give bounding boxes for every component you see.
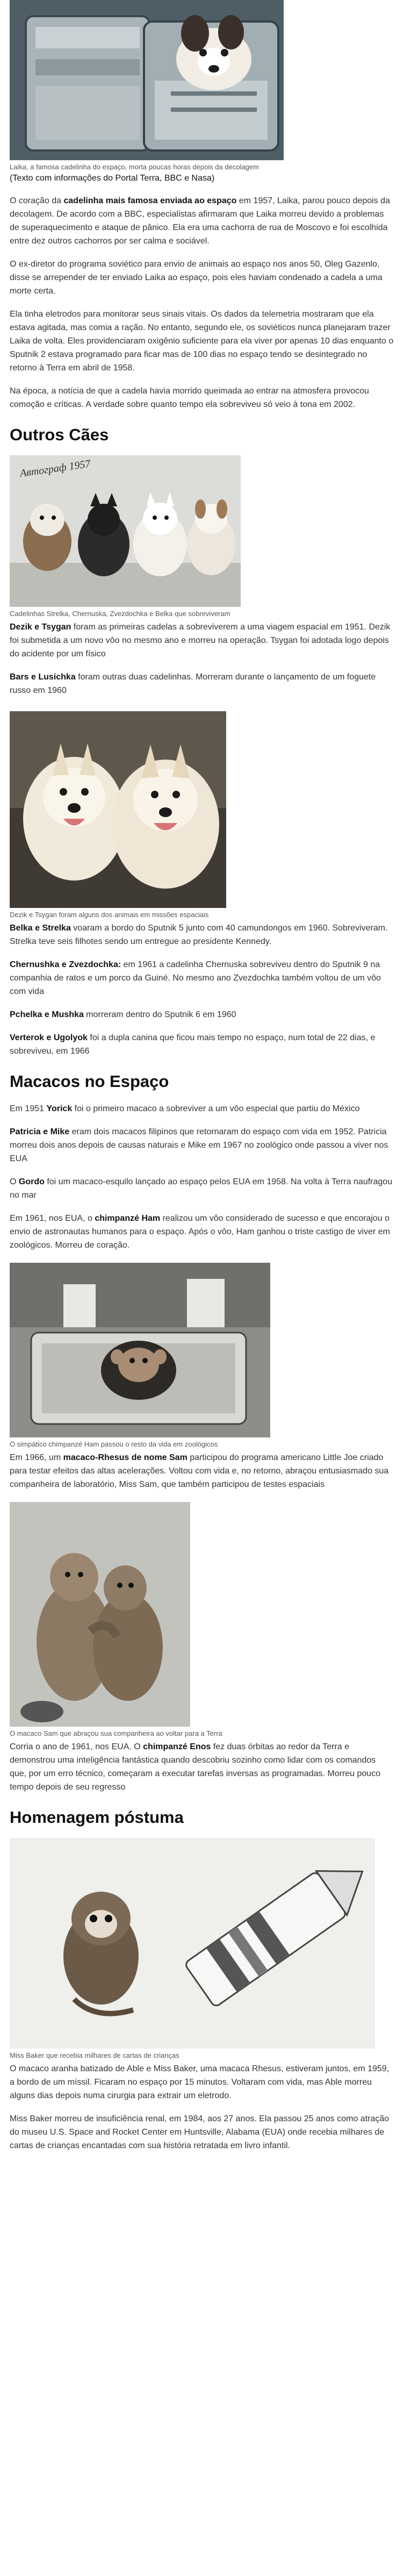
monkeys-paragraph-enos: Corria o ano de 1961, nos EUA. O chimpanzé Enos fez duas órbitas ao redor da Terra e demonstrou uma inteligência fantástica quando descobriu sozinho como lidar com os comandos que, por um erro técnico, começaram a executar tarefas inversas as programadas. Morreu pouco tempo depois de seu regresso [10,1742,381,1792]
monkeys-paragraph-ham: Em 1961, nos EUA, o chimpanzé Ham realizou um vôo considerado de sucesso e que encorajou o envio de astronautas humanos para o espaço. Após o vôo, Ham ganhou o triste castigo de viver em zoológicos. Morreu de coração. [10,1214,390,1250]
monkeys-heading: Macacos no Espaço [10,1072,169,1091]
dogs-paragraph-chernushka: Chernushka e Zvezdochka: em 1961 a cadelinha Chernuska sobreviveu dentro do Sputnik 9 na companhia de ratos e um porco da Guiné. No mesmo ano Zvezdochka também voltou de um vôo com vida [10,960,381,996]
monkeys-paragraph-sam: Em 1966, um macaco-Rhesus de nome Sam participou do programa americano Little Joe criado para testar efeitos das altas acelerações. Voltou com vida e, no retorno, abraçou entusiasmado sua companheira de laboratório, Miss Sam, que também participou de testes espaciais [10,1453,389,1489]
intro-paragraph-2: O ex-diretor do programa soviético para envio de animais ao espaço nos anos 50, Oleg Gazenlo, disse se arrepender de ter enviado Laika ao espaço, pois eles haviam condenado a cadela a uma morte certa. [10,260,383,296]
four-dogs-caption: Cadelinhas Strelka, Chernuska, Zvezdochka e Belka que sobreviveram [10,610,230,618]
dogs-paragraph-bars: Bars e Lusichka foram outras duas cadelinhas. Morreram durante o lançamento de um foguete russo em 1960 [10,672,376,695]
laika-photo [10,0,284,160]
laika-photo-caption: Laika, a famosa cadelinha do espaço, morta poucas horas depois da decolagem [10,163,259,171]
tribute-heading: Homenagem póstuma [10,1808,184,1827]
miss-baker-caption: Miss Baker que recebia milhares de cartas de crianças [10,2051,179,2059]
photo-autograph: Автограф 1957 [19,457,91,480]
dogs-paragraph-dezik: Dezik e Tsygan foram as primeiras cadelas a sobreviverem a uma viagem espacial em 1951. Dezik foi submetida a um novo vôo no mesmo ano e morreu na operação. Tsygan foi adotada logo depois do acidente por um físico [10,622,391,659]
dogs-heading: Outros Cães [10,425,109,444]
source-note: (Texto com informações do Portal Terra, BBC e Nasa) [10,174,215,183]
sam-photo-caption: O macaco Sam que abraçou sua companheira ao voltar para a Terra [10,1729,222,1737]
ham-photo [10,1263,270,1437]
ham-photo-caption: O simpático chimpanzé Ham passou o resto da vida em zoológicos [10,1440,218,1448]
dogs-paragraph-pchelka: Pchelka e Mushka morreram dentro do Sputnik 6 em 1960 [10,1010,236,1019]
sam-photo [10,1502,190,1727]
monkeys-paragraph-patricia: Patricia e Mike eram dois macacos filipinos que retornaram do espaço com vida em 1952. Patricia morreu dois anos depois de causas naturais e Mike em 1967 no zoológico onde passou a viver nos EUA [10,1127,388,1163]
dogs-paragraph-verterok: Verterok e Ugolyok foi a dupla canina que ficou mais tempo no espaço, num total de 22 dias, e sobreviveu, em 1966 [10,1033,376,1056]
tribute-paragraph-1: O macaco aranha batizado de Able e Miss Baker, uma macaca Rhesus, estiveram juntos, em 1959, a bordo de um míssil. Ficaram no espaço por 15 minutos. Voltaram com vida, mas Able morreu alguns dias depois numa cirurgia para extrair um eletrodo. [10,2064,389,2100]
monkeys-paragraph-yorick: Em 1951 Yorick foi o primeiro macaco a sobreviver a um vôo especial que partiu do México [10,1104,360,1113]
four-dogs-photo [10,455,241,607]
dogs-paragraph-belka: Belka e Strelka voaram a bordo do Sputnik 5 junto com 40 camundongos em 1960. Sobreviveram. Strelka teve seis filhotes sendo um entregue ao presidente Kennedy. [10,924,388,946]
intro-paragraph-4: Na época, a notícia de que a cadela havia morrido queimada ao entrar na atmosfera provocou comoção e críticas. A verdade sobre quanto tempo ela sobreviveu só veio à tona em 2002. [10,387,369,409]
miss-baker-photo [10,1838,375,2049]
intro-paragraph-1: O coração da cadelinha mais famosa enviada ao espaço em 1957, Laika, parou pouco depois da decolagem. De acordo com a BBC, especialistas afirmaram que Laika morreu devido a problemas de superaquecimento e ataque de pânico. Ela era uma cachorra de rua de Moscovo e foi escolhida entre dez outros cachorros por ser calma e sociável. [10,196,390,246]
monkeys-paragraph-gordo: O Gordo foi um macaco-esquilo lançado ao espaço pelos EUA em 1958. Na volta à Terra naufragou no mar [10,1177,393,1200]
two-dogs-photo [10,711,226,908]
intro-paragraph-3: Ela tinha eletrodos para monitorar seus sinais vitais. Os dados da telemetria mostraram que ela estava agitada, mas comia a ração. No entanto, segundo ele, os soviéticos nunca planejaram trazer Laika de volta. Eles providenciaram oxigênio suficiente para ela viver por apenas 10 dias enquanto o Sputnik 2 estava programado para ficar mas de 100 dias no espaço tendo se desintegrado no retorno à Terra em abril de 1958. [10,310,394,373]
tribute-paragraph-2: Miss Baker morreu de insuficiência renal, em 1984, aos 27 anos. Ela passou 25 anos como atração do museu U.S. Space and Rocket Center em Huntsville, Alabama (EUA) onde recebia milhares de cartas de crianças encantadas com sua história retratada em livro infantil. [10,2114,389,2150]
two-dogs-caption: Dezik e Tsygan foram alguns dos animais em missões espaciais [10,911,209,919]
